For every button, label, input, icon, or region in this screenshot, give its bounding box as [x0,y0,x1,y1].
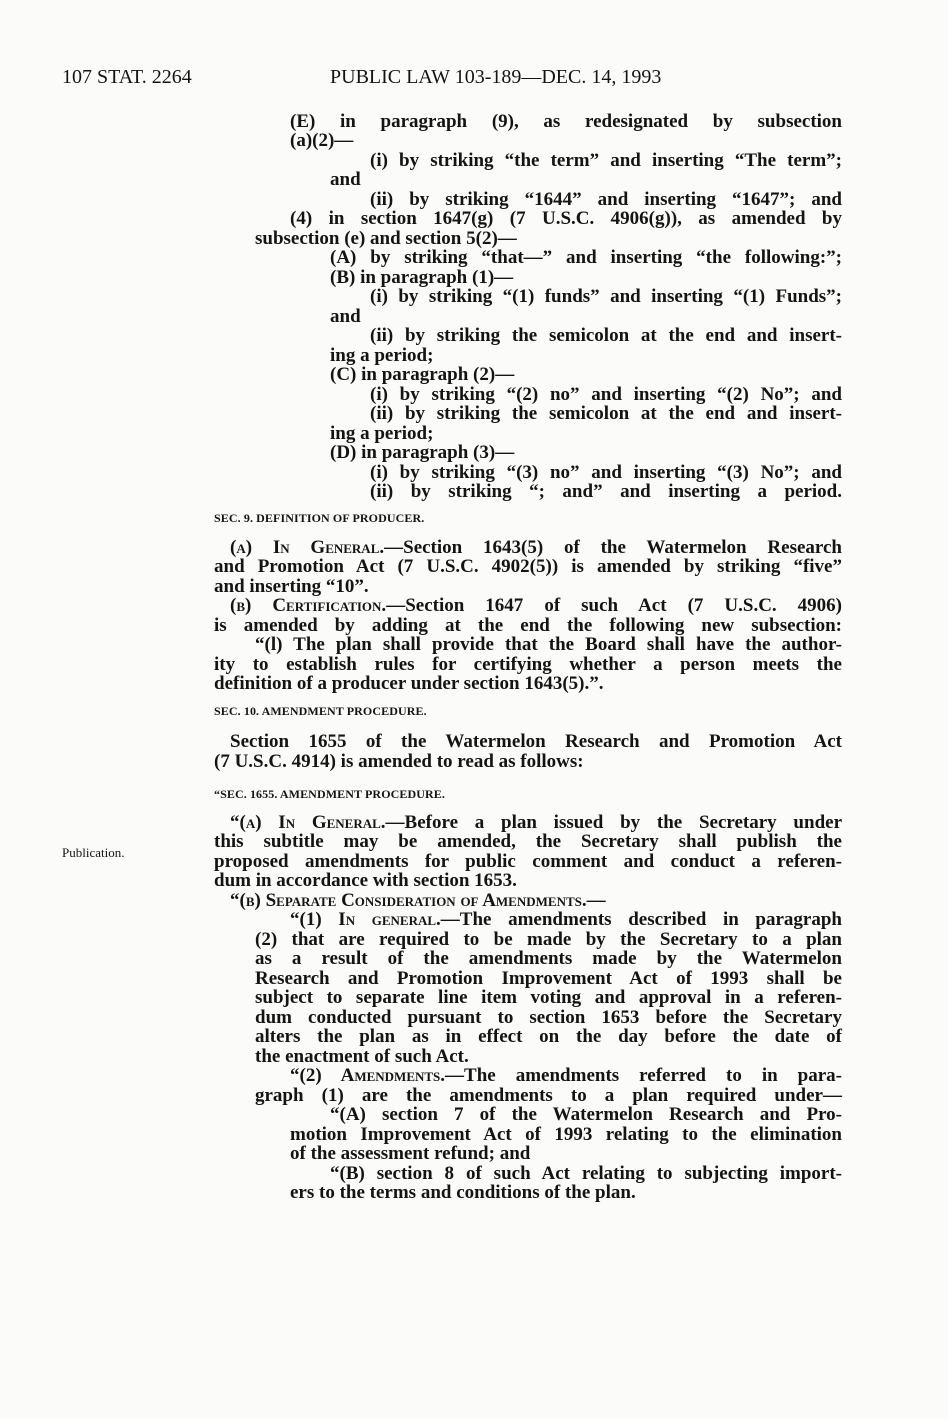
subsection-text: —Section 1647 of such Act (7 U.S.C. 4906) [386,595,842,616]
text-line: (B) in paragraph (1)— [330,267,514,288]
text-line: alters the plan as in effect on the day before the date of [255,1026,842,1047]
text-line: (i) by striking “(1) funds” and inserting “(1) Funds”; [370,286,842,307]
text-line [230,813,842,832]
text-line: (a)(2)— [290,130,354,151]
text-line: (i) by striking “(3) no” and inserting “(3) No”; and [370,462,842,483]
subsection-text: —Before a plan issued by the Secretary under [385,812,843,833]
statute-page-number: 107 STAT. 2264 [62,66,192,88]
text-line: ing a period; [330,423,434,444]
subsection-label: “(2) Amendments. [290,1065,446,1086]
text-line: and [330,306,361,327]
public-law-title: PUBLIC LAW 103-189—DEC. 14, 1993 [330,66,662,88]
subsection-label: “(b) Separate Consideration of Amendments. [230,890,587,911]
text-line: proposed amendments for public comment and conduct a referen- [214,851,842,872]
section-heading: “SEC. 1655. AMENDMENT PROCEDURE. [214,787,445,801]
subsection-text: —Section 1643(5) of the Watermelon Research [384,537,842,558]
text-line: definition of a producer under section 1643(5).”. [214,673,604,694]
subsection-label: (b) Certification. [230,595,387,616]
text-line: Section 1655 of the Watermelon Research and Promotion Act [230,731,842,752]
text-line [290,910,842,929]
text-line: “(B) section 8 of such Act relating to subjecting import- [330,1163,842,1184]
text-line: ity to establish rules for certifying whether a person meets the [214,654,842,675]
text-line: of the assessment refund; and [290,1143,531,1164]
text-line: (i) by striking “(2) no” and inserting “(2) No”; and [370,384,842,405]
text-line: (i) by striking “the term” and inserting “The term”; [370,150,842,171]
subsection-text: — [586,890,606,911]
text-line: as a result of the amendments made by the Watermelon [255,948,842,969]
text-line: is amended by adding at the end the following new subsection: [214,615,842,636]
text-line: (7 U.S.C. 4914) is amended to read as follows: [214,751,584,772]
text-line: (E) in paragraph (9), as redesignated by subsection [290,111,842,132]
text-line: subject to separate line item voting and approval in a referen- [255,987,842,1008]
subsection-text: —The amendments referred to in para- [445,1065,843,1086]
text-line: “(A) section 7 of the Watermelon Research and Pro- [330,1104,842,1125]
text-line: (ii) by striking the semicolon at the end and insert- [370,325,842,346]
page-header [0,66,948,92]
text-line: and [330,169,361,190]
text-line [290,1066,842,1085]
subsection-label: (a) In General. [230,537,385,558]
text-line: subsection (e) and section 5(2)— [255,228,517,249]
text-line: and inserting “10”. [214,576,369,597]
text-line: (ii) by striking the semicolon at the end and insert- [370,403,842,424]
subsection-text: —The amendments described in paragraph [440,909,842,930]
text-line: motion Improvement Act of 1993 relating to the elimination [290,1124,842,1145]
text-line: the enactment of such Act. [255,1046,469,1067]
subsection-label: “(1) In general. [290,909,441,930]
text-line: (C) in paragraph (2)— [330,364,515,385]
margin-note: Publication. [62,845,125,860]
text-line: graph (1) are the amendments to a plan required under— [255,1085,842,1106]
subsection-label: “(a) In General. [230,812,386,833]
text-line: Research and Promotion Improvement Act of 1993 shall be [255,968,842,989]
text-line: (4) in section 1647(g) (7 U.S.C. 4906(g)), as amended by [290,208,842,229]
section-heading: SEC. 9. DEFINITION OF PRODUCER. [214,511,425,525]
text-line: (A) by striking “that—” and inserting “the following:”; [330,247,842,268]
text-line [230,596,842,615]
text-line: “(l) The plan shall provide that the Board shall have the author- [255,634,842,655]
text-line: this subtitle may be amended, the Secretary shall publish the [214,831,842,852]
section-heading: SEC. 10. AMENDMENT PROCEDURE. [214,704,427,718]
text-line [230,891,842,910]
text-line: dum conducted pursuant to section 1653 before the Secretary [255,1007,842,1028]
text-line: ing a period; [330,345,434,366]
text-line: (ii) by striking “; and” and inserting a period. [370,481,842,502]
text-line [230,538,842,557]
text-line: ers to the terms and conditions of the plan. [290,1182,636,1203]
text-line: (2) that are required to be made by the Secretary to a plan [255,929,842,950]
text-line: dum in accordance with section 1653. [214,870,517,891]
text-line: and Promotion Act (7 U.S.C. 4902(5)) is amended by striking “five” [214,556,842,577]
text-line: (ii) by striking “1644” and inserting “1647”; and [370,189,842,210]
text-line: (D) in paragraph (3)— [330,442,515,463]
